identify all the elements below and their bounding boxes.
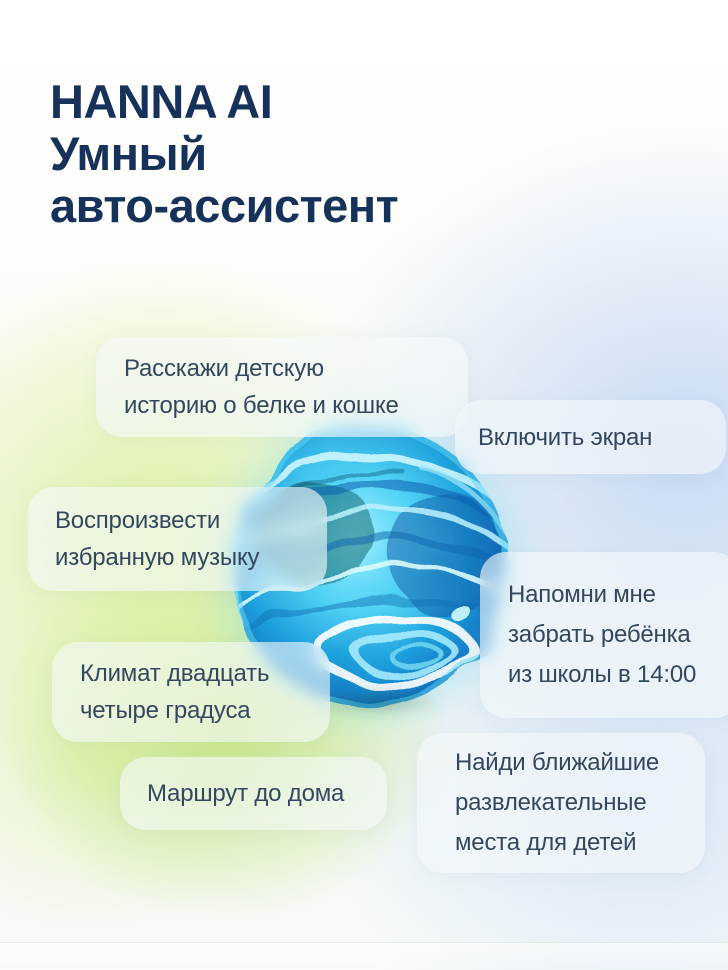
bubble-text-line: четыре градуса	[80, 697, 251, 724]
bubble-text-line: места для детей	[455, 829, 637, 856]
voice-command-bubble-play-music	[28, 487, 327, 591]
bubble-text-line: Климат двадцать	[80, 660, 270, 687]
bubble-text-line: забрать ребёнка	[508, 621, 691, 648]
bubble-text-line: Найди ближайшие	[455, 749, 660, 776]
bubble-text-line: Включить экран	[478, 423, 653, 451]
bubble-text-line: Маршрут до дома	[147, 780, 345, 807]
voice-command-bubble-kids-places	[417, 733, 705, 873]
bubble-text-line: развлекательные	[455, 789, 647, 816]
bubble-text-line: из школы в 14:00	[508, 661, 697, 688]
bubble-text-line: Воспроизвести	[55, 507, 221, 534]
voice-command-bubble-reminder	[480, 552, 728, 718]
page-title	[50, 76, 398, 232]
subtitle-line-2: авто-ассистент	[50, 179, 399, 232]
brand-name: HANNA AI	[50, 75, 273, 128]
voice-command-bubble-climate	[52, 642, 330, 742]
bubble-text-line: историю о белке и кошке	[124, 392, 399, 419]
bubble-text-line: Напомни мне	[508, 581, 656, 608]
voice-command-bubble-kids-story	[96, 337, 468, 437]
voice-command-bubble-screen-on	[455, 400, 726, 474]
frame-seam-divider	[0, 942, 728, 970]
subtitle-line-1: Умный	[50, 127, 207, 180]
bubble-text-line: Расскажи детскую	[124, 355, 324, 382]
voice-command-bubble-route-home	[120, 757, 387, 830]
bubble-text-line: избранную музыку	[55, 544, 260, 571]
